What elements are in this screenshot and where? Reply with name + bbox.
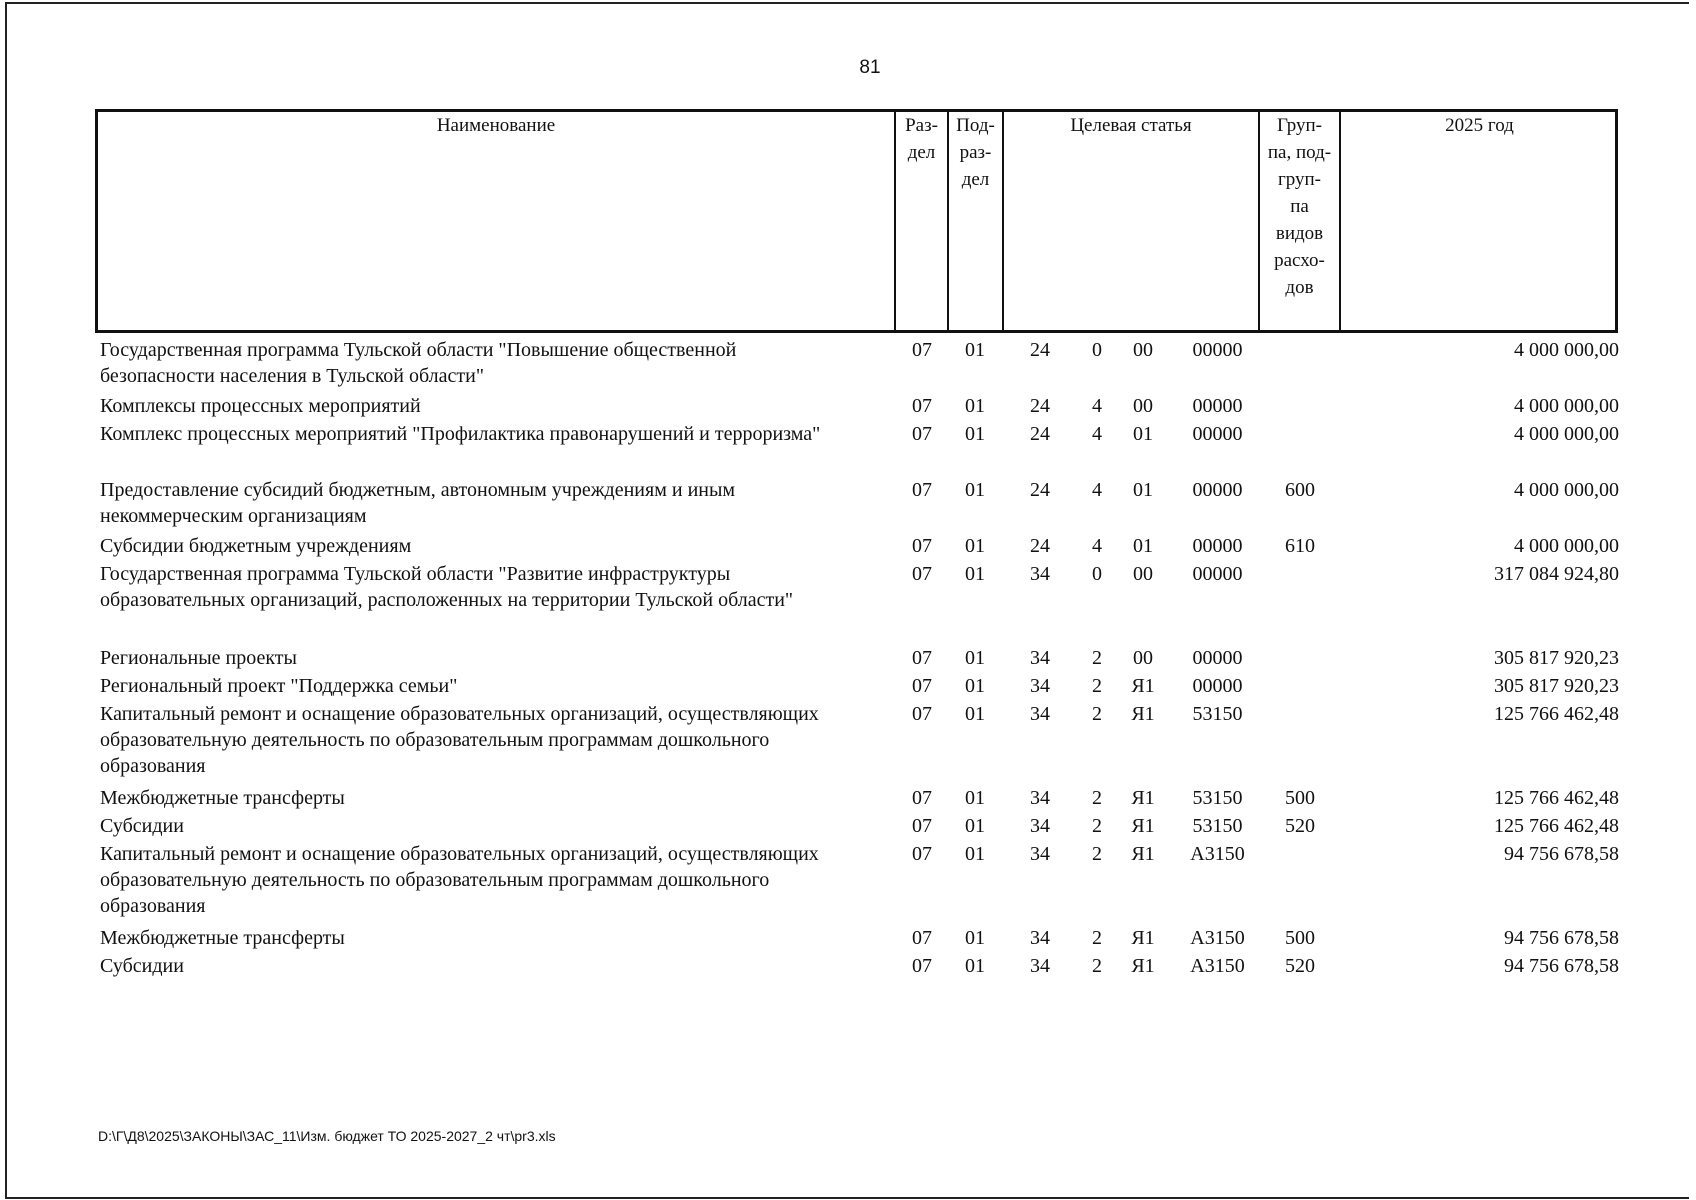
row-sum: 4 000 000,00 — [1514, 535, 1619, 557]
row-podrazdel: 01 — [965, 955, 985, 977]
row-podrazdel: 01 — [965, 787, 985, 809]
row-name: Субсидии — [100, 955, 184, 977]
row-name: Государственная программа Тульской области "Повышение общественной безопасности населения в Тульской области" — [100, 339, 737, 387]
row-name: Предоставление субсидий бюджетным, автономным учреждениям и иным некоммерческим организациям — [100, 479, 736, 527]
row-razdel: 07 — [912, 395, 932, 417]
row-podrazdel: 01 — [965, 843, 985, 865]
row-target-subprogram: 2 — [1092, 927, 1102, 949]
row-target-subprogram: 4 — [1092, 395, 1102, 417]
row-name: Капитальный ремонт и оснащение образовательных организаций, осуществляющих образовательную деятельность по образовательным программам дошкольного образования — [100, 843, 819, 917]
row-vid: 520 — [1285, 815, 1315, 837]
row-target-direction: А3150 — [1190, 955, 1245, 977]
row-razdel: 07 — [912, 563, 932, 585]
header-divider — [1002, 109, 1004, 333]
row-target-program: 24 — [1030, 339, 1050, 361]
row-name: Капитальный ремонт и оснащение образовательных организаций, осуществляющих образовательную деятельность по образовательным программам дошкольного образования — [100, 703, 819, 777]
row-podrazdel: 01 — [965, 927, 985, 949]
table-header — [95, 109, 1618, 333]
row-target-subprogram: 4 — [1092, 535, 1102, 557]
row-podrazdel: 01 — [965, 395, 985, 417]
row-razdel: 07 — [912, 787, 932, 809]
row-target-event: Я1 — [1131, 675, 1155, 697]
row-target-program: 34 — [1030, 955, 1050, 977]
row-target-event: 01 — [1133, 479, 1153, 501]
row-podrazdel: 01 — [965, 675, 985, 697]
row-target-direction: 00000 — [1192, 647, 1243, 669]
row-target-event: Я1 — [1131, 843, 1155, 865]
row-sum: 125 766 462,48 — [1494, 703, 1619, 725]
row-target-event: Я1 — [1131, 927, 1155, 949]
row-vid: 600 — [1285, 479, 1315, 501]
row-name: Комплекс процессных мероприятий "Профилактика правонарушений и терроризма" — [100, 423, 821, 445]
row-vid: 500 — [1285, 787, 1315, 809]
row-target-subprogram: 4 — [1092, 479, 1102, 501]
row-name: Субсидии — [100, 815, 184, 837]
row-podrazdel: 01 — [965, 535, 985, 557]
row-target-program: 24 — [1030, 423, 1050, 445]
row-vid: 520 — [1285, 955, 1315, 977]
row-target-direction: 53150 — [1192, 815, 1243, 837]
row-target-subprogram: 2 — [1092, 675, 1102, 697]
row-sum: 4 000 000,00 — [1514, 423, 1619, 445]
row-sum: 125 766 462,48 — [1494, 787, 1619, 809]
row-target-program: 24 — [1030, 395, 1050, 417]
row-target-event: 01 — [1133, 423, 1153, 445]
row-target-subprogram: 4 — [1092, 423, 1102, 445]
row-sum: 94 756 678,58 — [1504, 955, 1619, 977]
row-target-event: 01 — [1133, 535, 1153, 557]
header-razdel: Раз- дел — [905, 115, 938, 163]
row-sum: 305 817 920,23 — [1494, 675, 1619, 697]
row-target-subprogram: 2 — [1092, 703, 1102, 725]
row-target-subprogram: 2 — [1092, 787, 1102, 809]
row-target-event: 00 — [1133, 395, 1153, 417]
file-path-footer: D:\Г\Д8\2025\ЗАКОНЫ\ЗАС_11\Изм. бюджет ТО 2025-2027_2 чт\pr3.xls — [98, 1128, 556, 1144]
row-target-event: 00 — [1133, 563, 1153, 585]
row-target-event: 00 — [1133, 339, 1153, 361]
row-target-direction: 00000 — [1192, 479, 1243, 501]
row-sum: 94 756 678,58 — [1504, 843, 1619, 865]
row-razdel: 07 — [912, 815, 932, 837]
row-target-direction: 00000 — [1192, 423, 1243, 445]
header-vid: Груп- па, под- груп- па видов расхо- дов — [1267, 115, 1332, 298]
row-target-direction: А3150 — [1190, 843, 1245, 865]
row-razdel: 07 — [912, 843, 932, 865]
row-sum: 317 084 924,80 — [1494, 563, 1619, 585]
header-year: 2025 год — [1445, 115, 1514, 136]
row-target-direction: 53150 — [1192, 703, 1243, 725]
row-razdel: 07 — [912, 675, 932, 697]
row-target-direction: 00000 — [1192, 395, 1243, 417]
row-target-event: Я1 — [1131, 815, 1155, 837]
row-razdel: 07 — [912, 955, 932, 977]
row-podrazdel: 01 — [965, 647, 985, 669]
row-target-direction: А3150 — [1190, 927, 1245, 949]
row-podrazdel: 01 — [965, 815, 985, 837]
row-target-program: 34 — [1030, 815, 1050, 837]
row-podrazdel: 01 — [965, 479, 985, 501]
header-name: Наименование — [436, 115, 556, 136]
row-target-subprogram: 0 — [1092, 339, 1102, 361]
row-target-program: 34 — [1030, 647, 1050, 669]
row-sum: 305 817 920,23 — [1494, 647, 1619, 669]
row-sum: 4 000 000,00 — [1514, 479, 1619, 501]
row-target-program: 34 — [1030, 563, 1050, 585]
row-vid: 610 — [1285, 535, 1315, 557]
row-target-subprogram: 2 — [1092, 647, 1102, 669]
row-target-program: 34 — [1030, 787, 1050, 809]
row-razdel: 07 — [912, 647, 932, 669]
row-name: Субсидии бюджетным учреждениям — [100, 535, 412, 557]
header-podrazdel: Под- раз- дел — [956, 115, 995, 190]
row-target-subprogram: 2 — [1092, 843, 1102, 865]
header-target: Целевая статья — [1070, 115, 1192, 136]
row-target-direction: 00000 — [1192, 339, 1243, 361]
row-podrazdel: 01 — [965, 563, 985, 585]
row-target-event: Я1 — [1131, 787, 1155, 809]
row-target-direction: 00000 — [1192, 675, 1243, 697]
row-name: Комплексы процессных мероприятий — [100, 395, 421, 417]
row-target-direction: 00000 — [1192, 563, 1243, 585]
row-target-direction: 53150 — [1192, 787, 1243, 809]
row-vid: 500 — [1285, 927, 1315, 949]
row-podrazdel: 01 — [965, 339, 985, 361]
row-sum: 125 766 462,48 — [1494, 815, 1619, 837]
row-sum: 94 756 678,58 — [1504, 927, 1619, 949]
row-name: Государственная программа Тульской области "Развитие инфраструктуры образовательных организаций, расположенных на территории Тульской области" — [100, 563, 794, 611]
row-razdel: 07 — [912, 703, 932, 725]
row-sum: 4 000 000,00 — [1514, 395, 1619, 417]
row-name: Межбюджетные трансферты — [100, 927, 345, 949]
row-target-event: 00 — [1133, 647, 1153, 669]
row-podrazdel: 01 — [965, 423, 985, 445]
row-target-event: Я1 — [1131, 703, 1155, 725]
row-name: Межбюджетные трансферты — [100, 787, 345, 809]
row-razdel: 07 — [912, 339, 932, 361]
page-number: 81 — [859, 57, 881, 78]
row-target-subprogram: 2 — [1092, 815, 1102, 837]
row-target-program: 24 — [1030, 535, 1050, 557]
row-target-program: 34 — [1030, 927, 1050, 949]
row-target-event: Я1 — [1131, 955, 1155, 977]
row-target-direction: 00000 — [1192, 535, 1243, 557]
row-target-program: 24 — [1030, 479, 1050, 501]
row-target-program: 34 — [1030, 843, 1050, 865]
row-target-program: 34 — [1030, 703, 1050, 725]
row-razdel: 07 — [912, 535, 932, 557]
row-razdel: 07 — [912, 927, 932, 949]
header-divider — [1339, 109, 1341, 333]
row-name: Региональные проекты — [100, 647, 297, 669]
row-sum: 4 000 000,00 — [1514, 339, 1619, 361]
row-razdel: 07 — [912, 423, 932, 445]
row-name: Региональный проект "Поддержка семьи" — [100, 675, 458, 697]
row-podrazdel: 01 — [965, 703, 985, 725]
row-target-program: 34 — [1030, 675, 1050, 697]
row-razdel: 07 — [912, 479, 932, 501]
row-target-subprogram: 2 — [1092, 955, 1102, 977]
row-target-subprogram: 0 — [1092, 563, 1102, 585]
